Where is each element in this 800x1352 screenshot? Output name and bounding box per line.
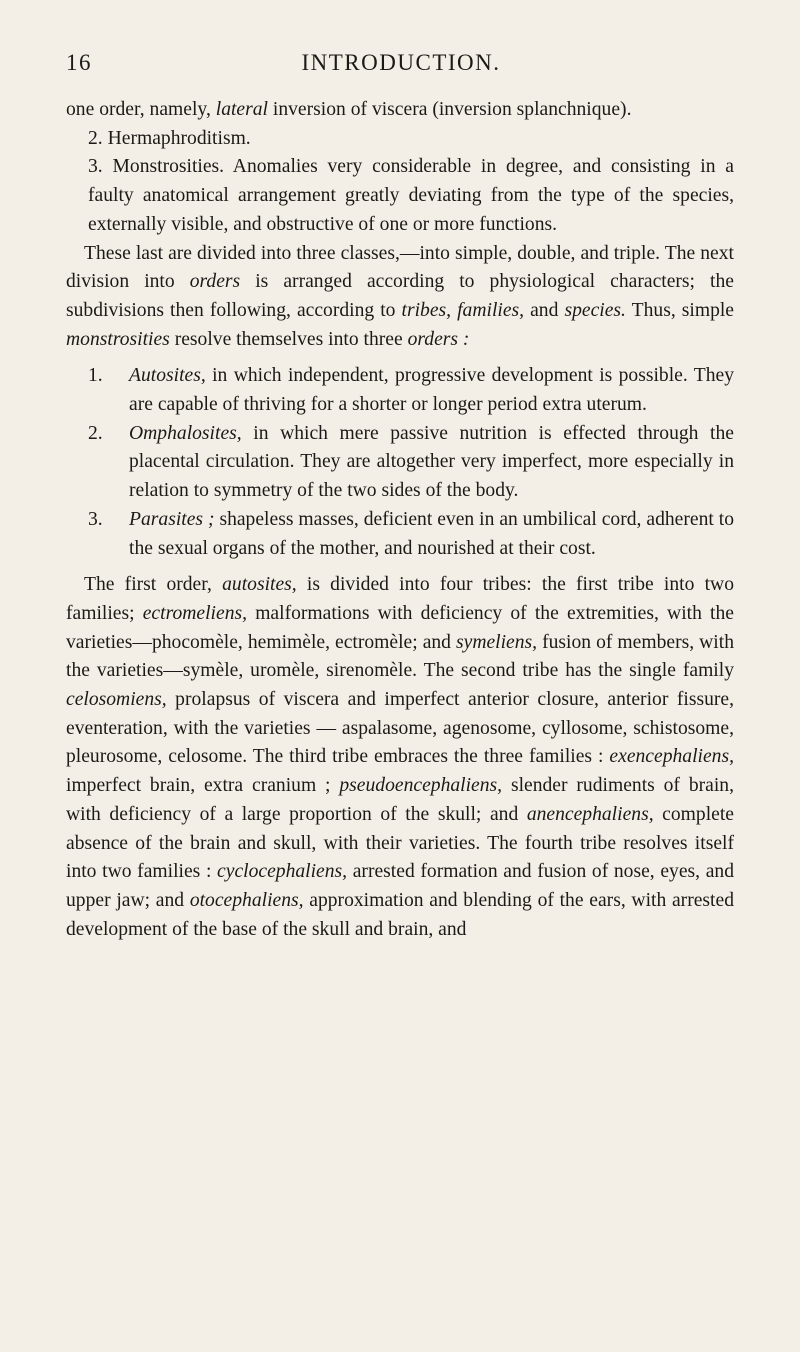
list-item-omphalosites: 2. Omphalosites, in which mere passive nutrition is effected through the placental circulation. They are altogether very imperfect, more especially in relation to symmetry of the two sides of the body.: [88, 422, 734, 502]
list-item-autosites: 1. Autosites, in which independent, progressive development is possible. They are capable of thriving for a shorter or longer period extra uterum.: [88, 365, 734, 416]
paragraph-monstrosities: 3. Monstrosities. Anomalies very considerable in degree, and consisting in a faulty anatomical arrangement greatly deviating from the type of the species, externally visible, and obstructive of one or more functions.: [88, 156, 734, 235]
paragraph-hermaphroditism: 2. Hermaphroditism.: [88, 127, 251, 149]
running-head: INTRODUCTION.: [301, 50, 501, 75]
page-number: 16: [66, 50, 92, 75]
page-header: [66, 50, 736, 84]
paragraph-continuation: one order, namely, lateral inversion of viscera (inversion splanchnique).: [66, 99, 632, 120]
list-item-parasites: 3. Parasites ; shapeless masses, deficient even in an umbilical cord, adherent to the sexual organs of the mother, and nourished at their cost.: [88, 508, 735, 559]
paragraph-first-order: The first order, autosites, is divided into four tribes: the first tribe into two families; ectromeliens, malformations with deficiency of the extremities, with the varieties—phocomèle, hemimèle, ectromèle; and symeliens, fusion of members, with the varieties—symèle, uromèle, sirenomèle. The second tribe has the single family celosomiens, prolapsus of viscera and imperfect anterior closure, anterior fissure, eventeration, with the varieties — aspalasome, agenosome, cyllosome, schistosome, pleurosome, celosome. The third tribe embraces the three families : exencephaliens, imperfect brain, extra cranium ; pseudoencephaliens, slender rudiments of brain, with deficiency of a large proportion of the skull; and anencephaliens, complete absence of the brain and skull, with their varieties. The fourth tribe resolves itself into two families : cyclocephaliens, arrested formation and fusion of nose, eyes, and upper jaw; and otocephaliens, approximation and blending of the ears, with arrested development of the base of the skull and brain, and: [66, 574, 734, 940]
paragraph-classes: These last are divided into three classes,—into simple, double, and triple. The next division into orders is arranged according to physiological characters; the subdivisions then following, according to tribes, families, and species. Thus, simple monstrosities resolve themselves into three orders :: [66, 242, 735, 350]
page-body: [66, 96, 734, 944]
